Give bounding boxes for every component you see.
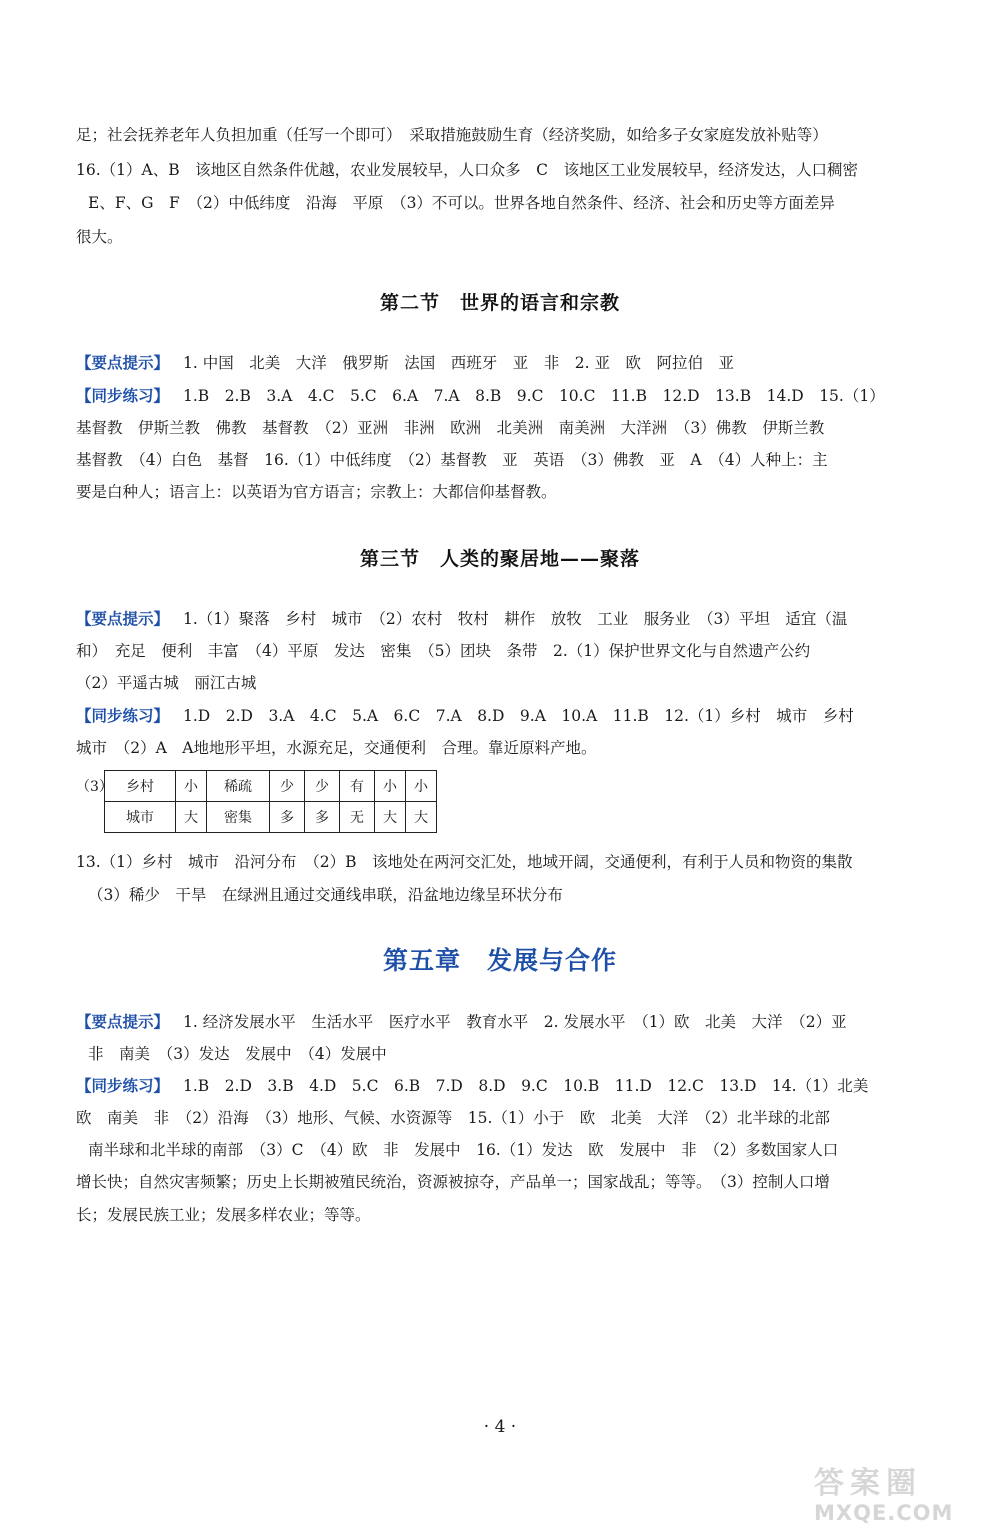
keypoints-line — [76, 1012, 928, 1032]
text-line: 很大。 — [76, 228, 123, 246]
practice-line — [76, 1076, 928, 1096]
keypoints-tag: 【要点提示】 — [76, 354, 170, 372]
text-line: 16.（1）A、B 该地区自然条件优越，农业发展较早，人口众多 C 该地区工业发展较早，经济发达，人口稠密 — [76, 161, 858, 179]
text-line: 基督教 （4）白色 基督 16.（1）中低纬度 （2）基督教 亚 英语 （3）佛教 亚 A （4）人种上：主 — [76, 451, 828, 469]
watermark-logo — [814, 1466, 984, 1530]
text-line: 非 南美 （3）发达 发展中 （4）发展中 — [88, 1045, 387, 1063]
table-row — [105, 802, 437, 833]
section-title: 第三节 人类的聚居地——聚落 — [359, 548, 640, 570]
table-cell: 稀疏 — [207, 771, 270, 802]
table-cell: 有 — [340, 771, 375, 802]
text-line: 和） 充足 便利 丰富 （4）平原 发达 密集 （5）团块 条带 2.（1）保护世界文化与自然遗产公约 — [76, 642, 811, 660]
table-cell: 多 — [270, 802, 305, 833]
text-line: 城市 （2）A A地地形平坦，水源充足，交通便利 合理。靠近原料产地。 — [76, 739, 597, 757]
table-cell: 小 — [406, 771, 437, 802]
table-cell: 大 — [406, 802, 437, 833]
practice-tag: 【同步练习】 — [76, 1077, 170, 1095]
practice-tag: 【同步练习】 — [76, 387, 170, 405]
text-line: 13.（1）乡村 城市 沿河分布 （2）B 该地处在两河交汇处，地域开阔，交通便利，有利于人员和物资的集散 — [76, 853, 853, 871]
keypoints-text: 1. 经济发展水平 生活水平 医疗水平 教育水平 2. 发展水平 （1）欧 北美 大洋 （2）亚 — [183, 1013, 847, 1031]
table-cell: 多 — [305, 802, 340, 833]
keypoints-tag: 【要点提示】 — [76, 610, 170, 628]
practice-line — [76, 386, 928, 406]
page-number: · 4 · — [483, 1417, 517, 1437]
chapter-title: 第五章 发展与合作 — [382, 946, 617, 975]
table-cell: 大 — [176, 802, 207, 833]
text-line: 南半球和北半球的南部 （3）C （4）欧 非 发展中 16.（1）发达 欧 发展中 非 （2）多数国家人口 — [88, 1141, 839, 1159]
practice-text: 1.B 2.B 3.A 4.C 5.C 6.A 7.A 8.B 9.C 10.C 11.B 12.D 13.B 14.D 15.（1） — [183, 387, 885, 405]
keypoints-line — [76, 353, 928, 373]
text-line: 增长快；自然灾害频繁；历史上长期被殖民统治，资源被掠夺，产品单一；国家战乱；等等。 （3）控制人口增 — [76, 1173, 830, 1191]
table-cell: 少 — [270, 771, 305, 802]
watermark-url: MXQE.COM — [814, 1501, 954, 1525]
table-label: （3） — [76, 779, 113, 795]
table-cell: 小 — [375, 771, 406, 802]
text-line: （3）稀少 干旱 在绿洲且通过交通线串联，沿盆地边缘呈环状分布 — [88, 886, 563, 904]
table-cell: 密集 — [207, 802, 270, 833]
text-line: 基督教 伊斯兰教 佛教 基督教 （2）亚洲 非洲 欧洲 北美洲 南美洲 大洋洲 （3）佛教 伊斯兰教 — [76, 419, 825, 437]
text-line: （2）平遥古城 丽江古城 — [76, 674, 257, 692]
table-cell: 少 — [305, 771, 340, 802]
table-row — [105, 771, 437, 802]
practice-line — [76, 706, 928, 726]
practice-text: 1.B 2.D 3.B 4.D 5.C 6.B 7.D 8.D 9.C 10.B 11.D 12.C 13.D 14.（1）北美 — [183, 1077, 869, 1095]
practice-tag: 【同步练习】 — [76, 707, 170, 725]
text-line: 长；发展民族工业；发展多样农业；等等。 — [76, 1206, 371, 1224]
section-title: 第二节 世界的语言和宗教 — [379, 292, 620, 314]
table-cell: 大 — [375, 802, 406, 833]
settlement-table — [104, 770, 437, 833]
watermark-text: 答案圈 — [814, 1466, 922, 1501]
keypoints-text: 1.（1）聚落 乡村 城市 （2）农村 牧村 耕作 放牧 工业 服务业 （3）平坦 适宜（温 — [183, 610, 848, 628]
keypoints-text: 1. 中国 北美 大洋 俄罗斯 法国 西班牙 亚 非 2. 亚 欧 阿拉伯 亚 — [183, 354, 734, 372]
text-line: 足；社会抚养老年人负担加重（任写一个即可） 采取措施鼓励生育（经济奖励，如给多子女家庭发放补贴等） — [76, 126, 828, 144]
table-cell: 无 — [340, 802, 375, 833]
table-cell: 小 — [176, 771, 207, 802]
table-cell: 城市 — [105, 802, 176, 833]
table-cell: 乡村 — [105, 771, 176, 802]
keypoints-line — [76, 609, 928, 629]
keypoints-tag: 【要点提示】 — [76, 1013, 170, 1031]
practice-text: 1.D 2.D 3.A 4.C 5.A 6.C 7.A 8.D 9.A 10.A 11.B 12.（1）乡村 城市 乡村 — [183, 707, 854, 725]
text-line: 要是白种人；语言上：以英语为官方语言；宗教上：大都信仰基督教。 — [76, 483, 557, 501]
text-line: E、F、G F （2）中低纬度 沿海 平原 （3）不可以。世界各地自然条件、经济、社会和历史等方面差异 — [88, 194, 835, 212]
text-line: 欧 南美 非 （2）沿海 （3）地形、气候、水资源等 15.（1）小于 欧 北美 大洋 （2）北半球的北部 — [76, 1109, 830, 1127]
